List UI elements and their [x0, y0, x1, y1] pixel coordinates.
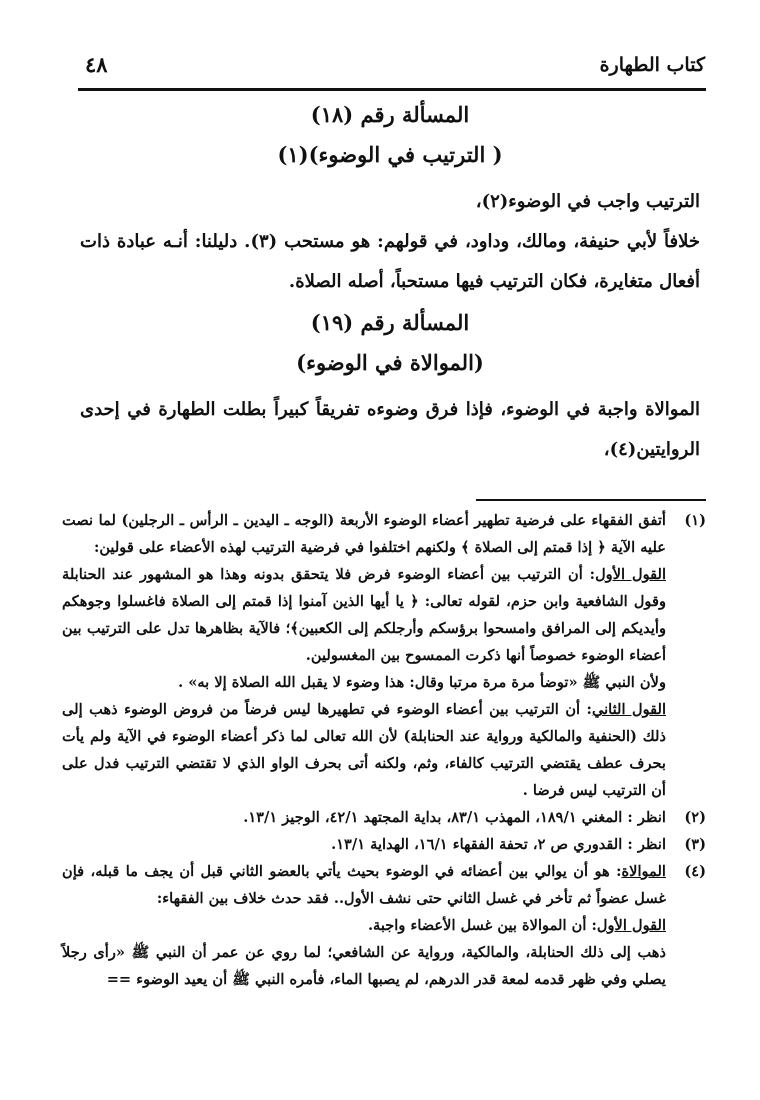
footnote-line: ولأن النبي ﷺ «توضأ مرة مرة مرتبا وقال: هذا وضوء لا يقبل الله الصلاة إلا به» . [178, 674, 666, 691]
footnote-text [62, 804, 666, 831]
footnote-1 [62, 507, 706, 804]
footnote-label: القول الأول [596, 917, 666, 934]
footnote-4 [62, 858, 706, 993]
footnote-text [62, 939, 666, 993]
footnote-line: ذهب إلى ذلك الحنابلة، والمالكية، ورواية عن الشافعي؛ لما روي عن عمر أن النبي ﷺ «رأى رجلاً يصلي وفي ظهر قدمه لمعة قدر الدرهم، لم يصبها الماء، فأمره النبي ﷺ أن يعيد الوضوء == [62, 944, 666, 988]
footnote-line: : أن الموالاة بين غسل الأعضاء واجبة. [367, 917, 597, 934]
footnote-number: (٢) [684, 809, 706, 826]
running-header [85, 50, 705, 86]
issue-19-subheading: (الموالاة في الوضوء) [296, 350, 484, 375]
footnote-line: انظر : القدوري ص ٢، تحفة الفقهاء ١٦/١، الهداية ١٣/١. [331, 836, 666, 853]
footnote-3 [62, 831, 706, 858]
page-number: ٤٨ [85, 52, 108, 77]
paragraph-3: الموالاة واجبة في الوضوء، فإذا فرق وضوءه تفريقاً كبيراً بطلت الطهارة في إحدى الروايتين(٤)، [80, 399, 700, 460]
footnotes [62, 507, 706, 993]
issue-18-heading: المسألة رقم (١٨) [310, 102, 470, 127]
book-title: كتاب الطهارة [599, 54, 705, 76]
footnote-line: : أن الترتيب بين أعضاء الوضوء فرض فلا يتحقق بدونه وهذا هو المشهور عند الحنابلة وقول الشافعية وابن حزم، لقوله تعالى: ﴿ يا أيها الذين آمنوا إذا قمتم إلى الصلاة فاغسلوا وجوهكم وأيديكم إلى المرافق وامسحوا برؤسكم وأرجلكم إلى الكعبين﴾؛ فالآية بظاهرها تدل على الترتيب بين أعضاء الوضوء خصوصاً أنها ذكرت الممسوح بين المغسولين. [62, 566, 666, 664]
footnote-label: القول الثاني [591, 701, 666, 718]
footnote-text [62, 858, 666, 912]
footnote-number: (٣) [684, 836, 706, 853]
paragraph-1: الترتيب واجب في الوضوء(٢)، [475, 191, 700, 212]
footnote-line: : هو أن يوالي بين أعضائه في الوضوء بحيث يأتي بالعضو الثاني قبل أن يجف ما قبله، فإن غسل عضواً ثم تأخر في غسل الثاني حتى نشف الأول.. فقد حدث خلاف بين الفقهاء: [62, 863, 666, 907]
footnote-text [62, 507, 666, 561]
footnote-line: : أن الترتيب بين أعضاء الوضوء في تطهيرها ليس فرضاً من فروض الوضوء ذهب إلى ذلك (الحنفية والمالكية ورواية عند الحنابلة) لأن الله تعالى لما ذكر أعضاء الوضوء في الآية ولم يأت بحرف عطف يقتضي الترتيب كالفاء، وثم، ولكنه أتى بحرف الواو الذي لا تقتضي الترتيب فدل على أن الترتيب ليس فرضا . [62, 701, 666, 799]
footnote-line: أتفق الفقهاء على فرضية تطهير أعضاء الوضوء الأربعة (الوجه ـ اليدين ـ الرأس ـ الرجلين) لما نصت عليه الآية ﴿ إذا قمتم إلى الصلاة ﴾ ولكنهم اختلفوا في فرضية الترتيب لهذه الأعضاء على قولين: [62, 512, 666, 556]
header-rule [78, 88, 706, 91]
footnote-text [62, 696, 666, 804]
issue-19-heading: المسألة رقم (١٩) [310, 310, 470, 335]
footnote-2 [62, 804, 706, 831]
footnote-text [62, 912, 666, 939]
paragraph-2: خلافاً لأبي حنيفة، ومالك، وداود، في قولهم: هو مستحب (٣). دليلنا: أنـه عبادة ذات أفعال متغايرة، فكان الترتيب فيها مستحباً، أصله الصلاة. [80, 231, 700, 292]
footnote-label: الموالاة [621, 863, 666, 880]
footnote-separator [476, 499, 706, 501]
footnote-line: انظر : المغني ١٨٩/١، المهذب ٨٣/١، بداية المجتهد ٤٢/١، الوجيز ١٣/١. [243, 809, 666, 826]
footnote-text [62, 669, 666, 696]
footnote-number: (١) [684, 512, 706, 529]
footnote-number: (٤) [684, 863, 706, 880]
footnote-text [62, 831, 666, 858]
footnote-label: القول الأول [595, 566, 666, 583]
footnote-text [62, 561, 666, 669]
issue-18-subheading: ( الترتيب في الوضوء)(١) [277, 142, 503, 167]
